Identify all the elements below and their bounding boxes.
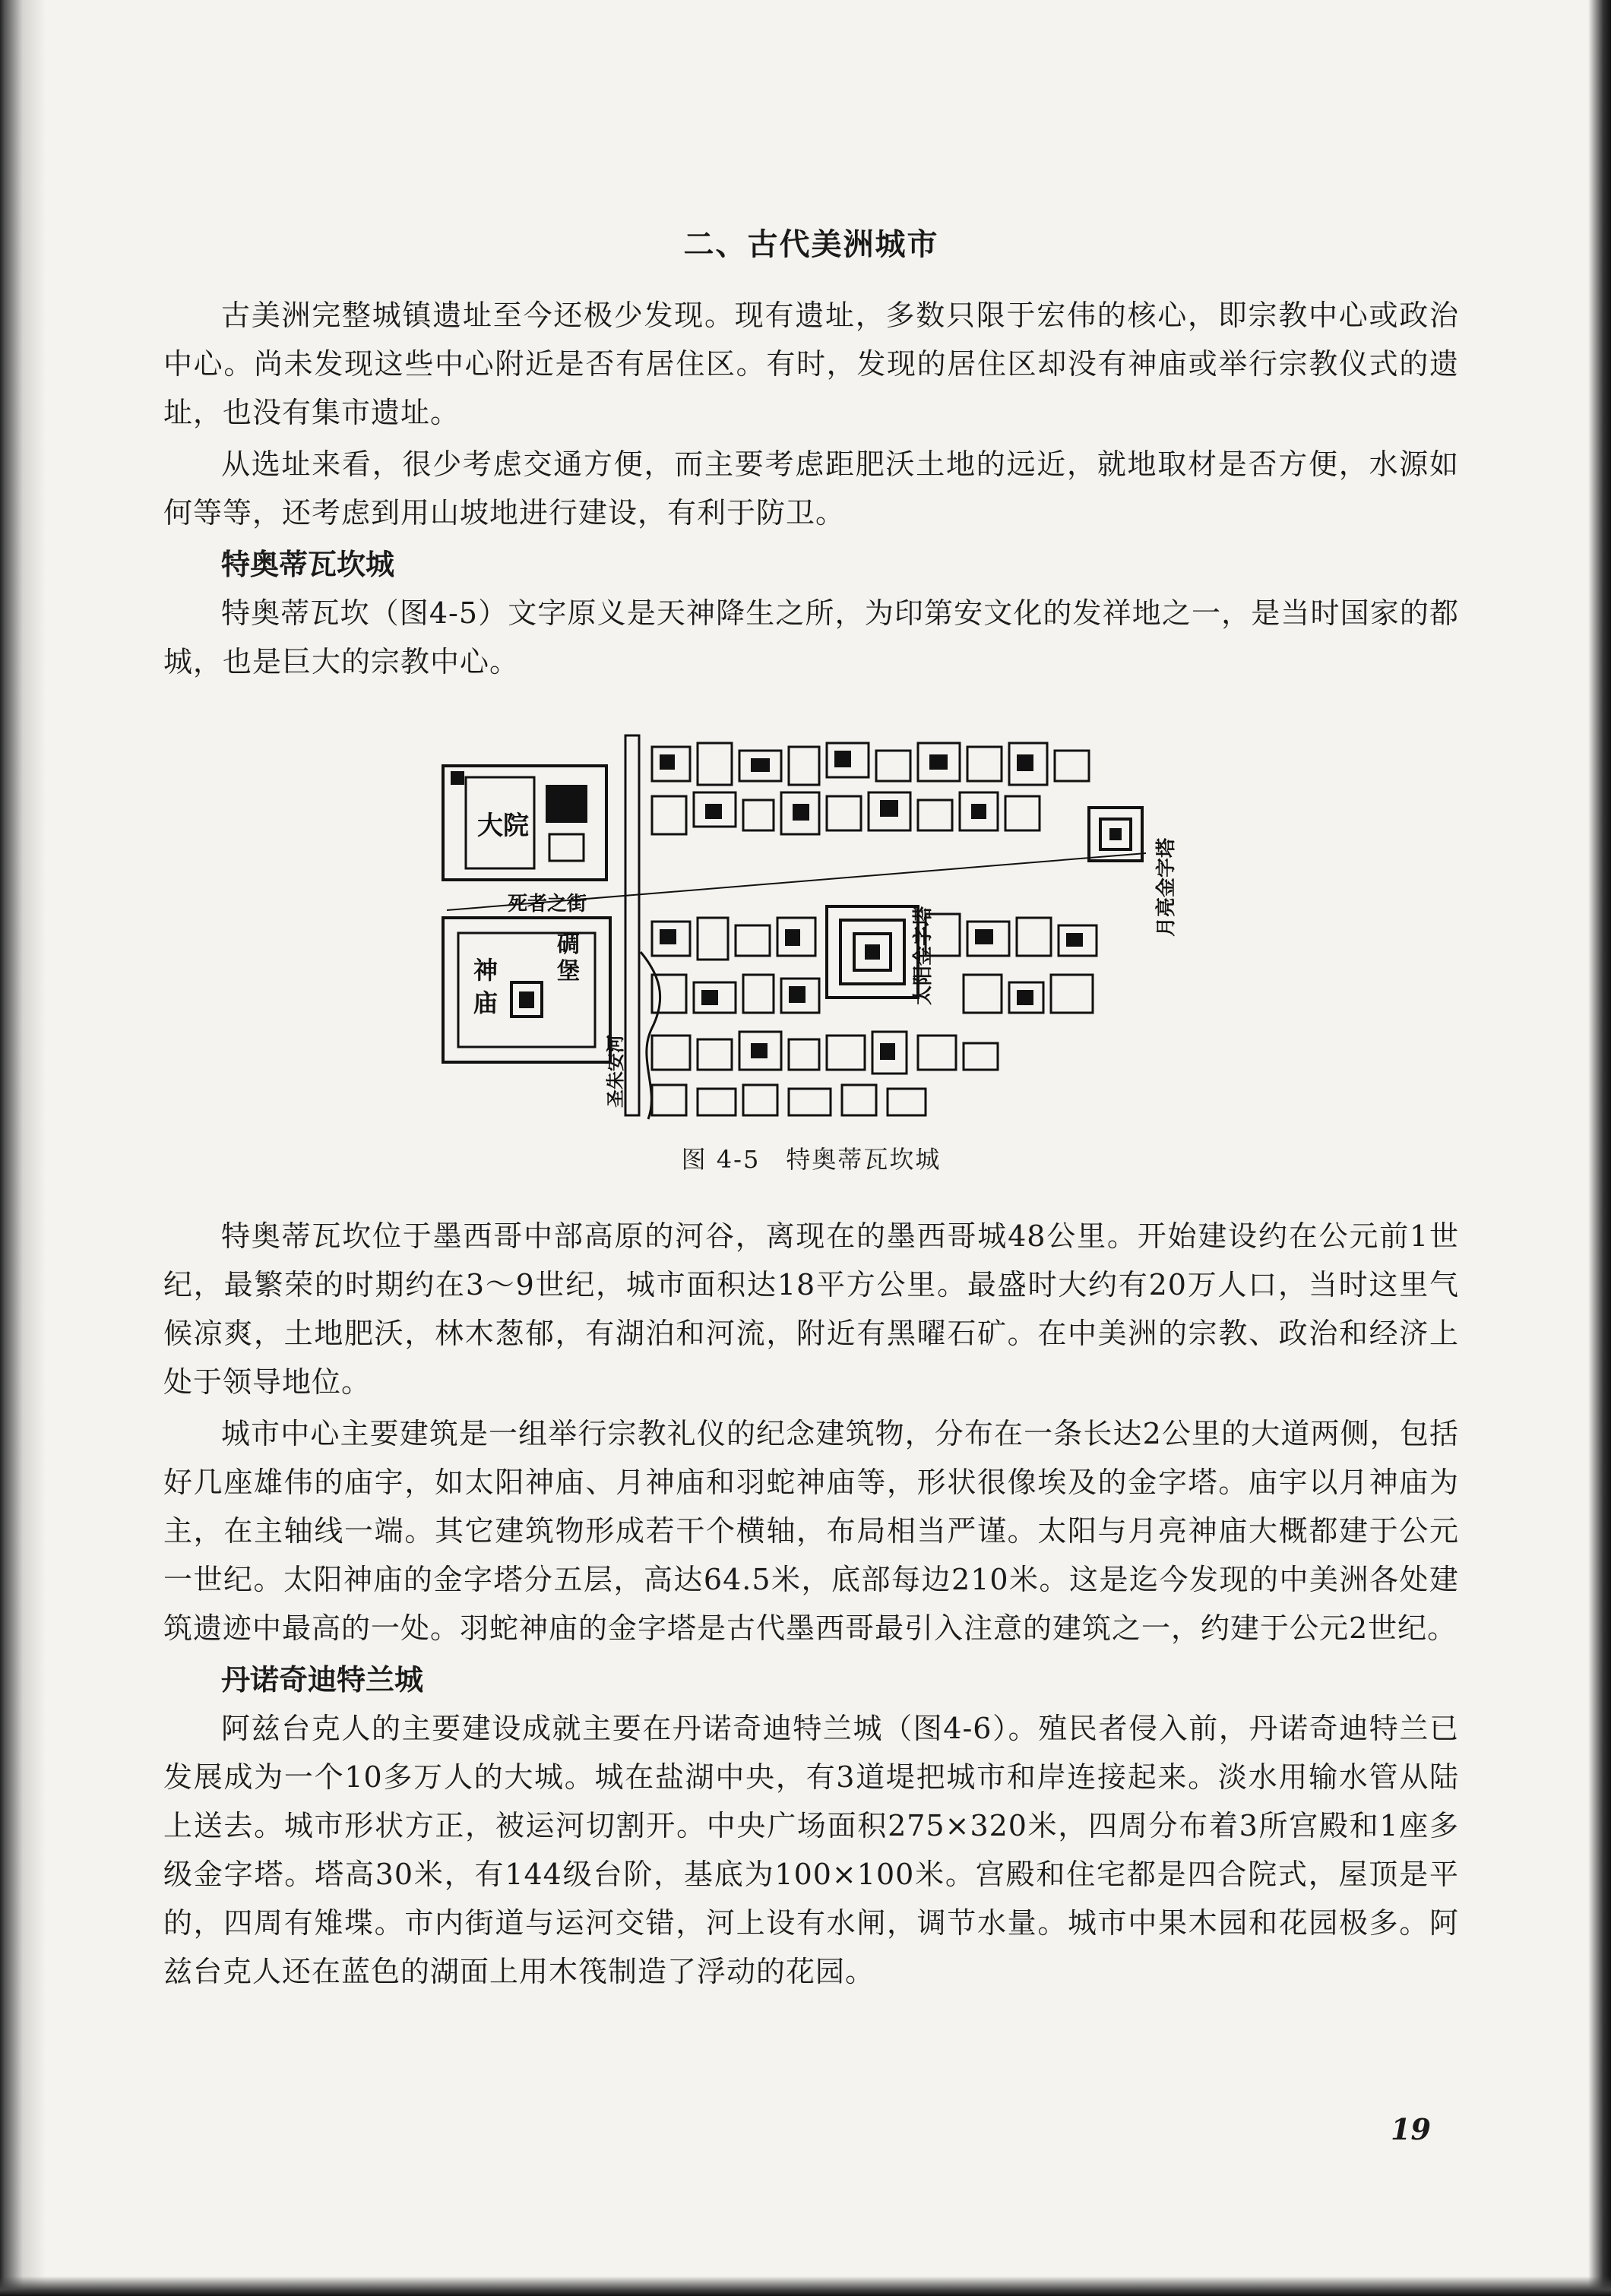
teotihuacan-map-illustration: [432, 724, 1192, 1127]
map-label-sun-pyramid: 太阳金字塔: [911, 906, 935, 1006]
page-shadow-left: [0, 0, 46, 2296]
paragraph-teotihuacan-2: 特奥蒂瓦坎位于墨西哥中部高原的河谷，离现在的墨西哥城48公里。开始建设约在公元前1世纪，最繁荣的时期约在3～9世纪，城市面积达18平方公里。最盛时大约有20万人口，当时这里气候凉爽，土地肥沃，林木葱郁，有湖泊和河流，附近有黑曜石矿。在中美洲的宗教、政治和经济上处于领导地位。: [163, 1219, 1459, 1399]
page-content: [163, 220, 1459, 1999]
map-label-temple-2: 庙: [473, 988, 498, 1017]
paragraph-teotihuacan-1: 特奥蒂瓦坎（图4-5）文字原义是天神降生之所，为印第安文化的发祥地之一，是当时国家的都城，也是巨大的宗教中心。: [163, 596, 1459, 678]
page-shadow-right: [1588, 0, 1611, 2296]
subheading-teotihuacan: 特奥蒂瓦坎城: [221, 548, 395, 581]
map-label-courtyard: 大院: [476, 811, 529, 841]
map-label-san-juan-river: 圣朱安河: [604, 1035, 626, 1108]
paragraph-intro-1: 古美洲完整城镇遗址至今还极少发现。现有遗址，多数只限于宏伟的核心，即宗教中心或政治中心。尚未发现这些中心附近是否有居住区。有时，发现的居住区却没有神庙或举行宗教仪式的遗址，也没有集市遗址。: [163, 299, 1459, 429]
map-label-citadel-2: 堡: [556, 958, 580, 985]
section-title: 二、古代美洲城市: [683, 227, 939, 262]
map-label-street-of-dead: 死者之街: [507, 893, 587, 916]
map-label-temple-1: 神: [473, 956, 498, 985]
subheading-tenochtitlan: 丹诺奇迪特兰城: [221, 1663, 424, 1697]
map-label-moon-pyramid: 月亮金字塔: [1154, 837, 1178, 937]
page-shadow-bottom: [0, 2276, 1611, 2296]
paragraph-tenochtitlan-1: 阿兹台克人的主要建设成就主要在丹诺奇迪特兰城（图4-6）。殖民者侵入前，丹诺奇迪特兰已发展成为一个10多万人的大城。城在盐湖中央，有3道堤把城市和岸连接起来。淡水用输水管从陆上送去。城市形状方正，被运河切割开。中央广场面积275×320米，四周分布着3所宫殿和1座多级金字塔。塔高30米，有144级台阶，基底为100×100米。宫殿和住宅都是四合院式，屋顶是平的，四周有雉堞。市内街道与运河交错，河上设有水闸，调节水量。城市中果木园和花园极多。阿兹台克人还在蓝色的湖面上用木筏制造了浮动的花园。: [163, 1712, 1459, 1988]
page-number: 19: [1391, 2112, 1431, 2146]
map-label-citadel-1: 碉: [556, 931, 580, 958]
figure-caption: 图 4-5 特奥蒂瓦坎城: [681, 1145, 942, 1174]
paragraph-teotihuacan-3: 城市中心主要建筑是一组举行宗教礼仪的纪念建筑物，分布在一条长达2公里的大道两侧，包括好几座雄伟的庙宇，如太阳神庙、月神庙和羽蛇神庙等，形状很像埃及的金字塔。庙宇以月神庙为主，在主轴线一端。其它建筑物形成若干个横轴，布局相当严谨。太阳与月亮神庙大概都建于公元一世纪。太阳神庙的金字塔分五层，高达64.5米，底部每边210米。这是迄今发现的中美洲各处建筑遗迹中最高的一处。羽蛇神庙的金字塔是古代墨西哥最引入注意的建筑之一，约建于公元2世纪。: [163, 1417, 1459, 1645]
paragraph-intro-2: 从选址来看，很少考虑交通方便，而主要考虑距肥沃土地的远近，就地取材是否方便，水源如何等等，还考虑到用山坡地进行建设，有利于防卫。: [163, 447, 1459, 530]
figure-teotihuacan-map: [432, 724, 1192, 1175]
